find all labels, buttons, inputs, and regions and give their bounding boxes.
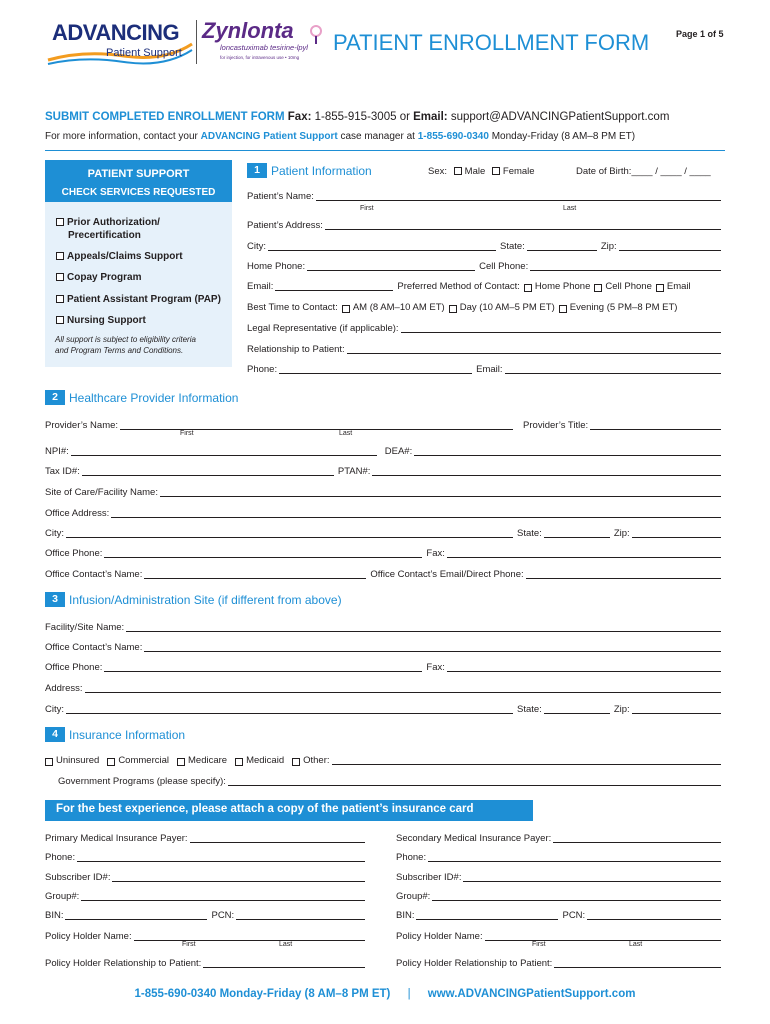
svc-label: Copay Program (67, 272, 142, 283)
info-hours: Monday-Friday (8 AM–8 PM ET) (491, 131, 636, 142)
checkbox[interactable] (45, 758, 53, 766)
checkbox[interactable] (524, 284, 532, 292)
checkbox[interactable] (559, 305, 567, 313)
label: Office Phone: (45, 548, 103, 559)
facility-row[interactable] (45, 622, 725, 633)
patient-address-row[interactable] (247, 220, 725, 231)
services-title: PATIENT SUPPORT (87, 168, 190, 180)
label: Day (10 AM–5 PM ET) (459, 302, 555, 313)
line[interactable] (372, 467, 721, 476)
sub-last: Last (279, 941, 293, 948)
sub-first: First (182, 941, 196, 948)
label: Provider’s Title: (523, 420, 589, 431)
label: Email: (247, 281, 274, 292)
male-checkbox[interactable] (454, 167, 462, 175)
svc-copay[interactable] (56, 272, 141, 283)
line[interactable] (463, 873, 721, 882)
label: Government Programs (please specify): (58, 776, 226, 787)
best-time-row[interactable] (247, 302, 725, 313)
label: Group#: (396, 891, 431, 902)
info-mid: case manager at (340, 131, 415, 142)
tax-row[interactable] (45, 466, 725, 477)
line[interactable] (401, 324, 721, 333)
label: Zip: (613, 704, 630, 715)
checkbox[interactable] (56, 316, 64, 324)
line[interactable] (485, 932, 721, 941)
legal-rep-row[interactable] (247, 323, 725, 334)
infusion-phone-row[interactable] (45, 662, 725, 673)
line[interactable] (65, 911, 207, 920)
infusion-city-row[interactable] (45, 704, 725, 715)
label: State: (517, 528, 542, 539)
primary-phone-row[interactable] (45, 852, 369, 863)
svc-label: Appeals/Claims Support (67, 251, 183, 262)
label: State: (517, 704, 542, 715)
patient-phone-row[interactable] (247, 261, 725, 272)
email-address[interactable]: support@ADVANCINGPatientSupport.com (450, 111, 670, 123)
line[interactable] (66, 529, 513, 538)
line[interactable] (428, 853, 721, 862)
section-number: 3 (45, 592, 65, 607)
secondary-holder-rel-row[interactable] (396, 958, 725, 969)
sub-last: Last (339, 430, 353, 437)
section-title: Insurance Information (69, 727, 186, 742)
footer-separator: | (407, 988, 411, 1000)
section-number: 4 (45, 727, 65, 742)
svc-label: Nursing Support (67, 315, 146, 326)
label: Fax: (426, 548, 445, 559)
insurance-section-header (45, 727, 185, 742)
label: BIN: (396, 910, 415, 921)
gov-programs-row[interactable] (58, 776, 725, 787)
or-text: or (399, 111, 410, 123)
checkbox[interactable] (594, 284, 602, 292)
svc-note-2: and Program Terms and Conditions. (55, 346, 184, 355)
secondary-subscriber-row[interactable] (396, 872, 725, 883)
label: Patient’s Address: (247, 220, 323, 231)
line[interactable] (554, 959, 721, 968)
patient-name-row[interactable] (247, 191, 725, 202)
label: PCN: (562, 910, 586, 921)
line[interactable] (632, 705, 721, 714)
info-line (45, 131, 635, 142)
label: AM (8 AM–10 AM ET) (352, 302, 445, 313)
line[interactable] (432, 892, 721, 901)
checkbox[interactable] (56, 273, 64, 281)
svc-nursing[interactable] (56, 315, 146, 326)
label: City: (247, 241, 266, 252)
email-label: Email: (413, 111, 448, 123)
label: Best Time to Contact: (247, 302, 338, 313)
submit-lead: SUBMIT COMPLETED ENROLLMENT FORM (45, 111, 285, 123)
secondary-payer-row[interactable] (396, 833, 725, 844)
line[interactable] (111, 509, 721, 518)
label: Site of Care/Facility Name: (45, 487, 158, 498)
label: Policy Holder Name: (396, 931, 483, 942)
line[interactable] (236, 911, 365, 920)
line[interactable] (553, 834, 721, 843)
label: Office Contact’s Name: (45, 569, 143, 580)
checkbox[interactable] (656, 284, 664, 292)
brand-main: ADVANCING (52, 20, 180, 45)
female-label: Female (502, 166, 535, 177)
line[interactable] (307, 262, 475, 271)
section-number: 2 (45, 390, 65, 405)
svc-label: Patient Assistant Program (PAP) (67, 294, 221, 305)
form-title: PATIENT ENROLLMENT FORM (333, 30, 650, 55)
checkbox[interactable] (56, 295, 64, 303)
footer-website[interactable]: www.ADVANCINGPatientSupport.com (427, 988, 636, 1000)
header-divider (196, 20, 197, 64)
primary-holder-row[interactable] (45, 931, 369, 942)
checkbox[interactable] (177, 758, 185, 766)
relationship-row[interactable] (247, 344, 725, 355)
product-note: for injection, for intravenous use • 10mg (220, 55, 300, 60)
insurance-type-row[interactable] (45, 755, 725, 766)
provider-city-row[interactable] (45, 528, 725, 539)
site-row[interactable] (45, 487, 725, 498)
line[interactable] (587, 911, 721, 920)
label: Relationship to Patient: (247, 344, 345, 355)
section-number: 1 (247, 163, 267, 178)
line[interactable] (120, 421, 513, 430)
page-number: Page 1 of 5 (676, 29, 724, 39)
label: Cell Phone: (479, 261, 529, 272)
label: Phone: (45, 852, 76, 863)
svc-pap[interactable] (56, 294, 221, 305)
zynlonta-logo (202, 18, 327, 68)
label: Address: (45, 683, 83, 694)
line[interactable] (416, 911, 558, 920)
line[interactable] (126, 623, 721, 632)
line[interactable] (447, 663, 721, 672)
product-generic: loncastuximab tesirine-lpyl (220, 43, 308, 52)
sub-first: First (180, 430, 194, 437)
primary-subscriber-row[interactable] (45, 872, 369, 883)
checkbox[interactable] (449, 305, 457, 313)
label: Patient’s Name: (247, 191, 314, 202)
label: Group#: (45, 891, 80, 902)
footer (0, 988, 770, 1000)
checkbox[interactable] (342, 305, 350, 313)
label: DEA#: (384, 446, 413, 457)
label: PTAN#: (337, 466, 371, 477)
line[interactable] (332, 756, 721, 765)
line[interactable] (268, 242, 496, 251)
line[interactable] (144, 570, 366, 579)
label: Zip: (600, 241, 617, 252)
secondary-bin-row[interactable] (396, 910, 725, 921)
sub-first: First (360, 205, 374, 212)
label: Phone: (396, 852, 427, 863)
label: Policy Holder Name: (45, 931, 132, 942)
line[interactable] (544, 529, 610, 538)
label: Office Contact’s Email/Direct Phone: (370, 569, 524, 580)
svc-label: Prior Authorization/ (67, 217, 160, 228)
secondary-holder-row[interactable] (396, 931, 725, 942)
male-label: Male (464, 166, 486, 177)
checkbox[interactable] (56, 252, 64, 260)
line[interactable] (347, 345, 721, 354)
label: City: (45, 528, 64, 539)
sub-last: Last (629, 941, 643, 948)
submit-line (45, 111, 669, 123)
label: NPI#: (45, 446, 69, 457)
line[interactable] (144, 643, 721, 652)
info-phone: 1-855-690-0340 (417, 131, 489, 142)
brand-sub: Patient Support (106, 47, 182, 59)
dob-field[interactable]: Date of Birth:____ / ____ / ____ (576, 166, 711, 177)
line[interactable] (112, 873, 365, 882)
line[interactable] (228, 777, 721, 786)
label: Secondary Medical Insurance Payer: (396, 833, 552, 844)
label: State: (500, 241, 525, 252)
label: Policy Holder Relationship to Patient: (45, 958, 202, 969)
section-title: Infusion/Administration Site (if different from above) (69, 592, 342, 607)
sub-last: Last (563, 205, 577, 212)
label: Policy Holder Relationship to Patient: (396, 958, 553, 969)
office-contact-row[interactable] (45, 569, 725, 580)
line[interactable] (71, 447, 377, 456)
line[interactable] (104, 549, 422, 558)
line[interactable] (505, 365, 721, 374)
infusion-section-header (45, 592, 342, 607)
svc-precert: Precertification (68, 230, 141, 241)
insurance-card-banner (45, 800, 533, 821)
checkbox[interactable] (107, 758, 115, 766)
infusion-address-row[interactable] (45, 683, 725, 694)
sex-label: Sex: (428, 166, 448, 177)
label: Provider’s Name: (45, 420, 119, 431)
section-title: Patient Information (271, 163, 372, 178)
label: Office Phone: (45, 662, 103, 673)
label: BIN: (45, 910, 64, 921)
secondary-phone-row[interactable] (396, 852, 725, 863)
office-address-row[interactable] (45, 508, 725, 519)
svc-appeals[interactable] (56, 251, 183, 262)
npi-row[interactable] (45, 446, 725, 457)
sex-field (428, 166, 535, 177)
product-name: Zynlonta (202, 18, 294, 43)
line[interactable] (203, 959, 365, 968)
label: Medicaid (246, 755, 285, 766)
line[interactable] (414, 447, 721, 456)
label: Subscriber ID#: (396, 872, 462, 883)
label: Preferred Method of Contact: (397, 281, 520, 292)
provider-section-header (45, 390, 238, 405)
line[interactable] (77, 853, 365, 862)
label: Tax ID#: (45, 466, 80, 477)
label: PCN: (211, 910, 235, 921)
line[interactable] (134, 932, 365, 941)
label: City: (45, 704, 64, 715)
label: Evening (5 PM–8 PM ET) (569, 302, 678, 313)
label: Home Phone: (247, 261, 306, 272)
checkbox[interactable] (292, 758, 300, 766)
secondary-group-row[interactable] (396, 891, 725, 902)
line[interactable] (530, 262, 721, 271)
line[interactable] (526, 570, 721, 579)
line[interactable] (619, 242, 721, 251)
label: Facility/Site Name: (45, 622, 125, 633)
label: Cell Phone (605, 281, 652, 292)
label: Medicare (188, 755, 228, 766)
line[interactable] (190, 834, 365, 843)
label: Home Phone (534, 281, 591, 292)
rep-phone-row[interactable] (247, 364, 725, 375)
line[interactable] (275, 282, 393, 291)
patient-city-row[interactable] (247, 241, 725, 252)
infusion-contact-row[interactable] (45, 642, 725, 653)
patient-section-header (247, 163, 372, 178)
svc-prior-auth[interactable] (56, 217, 160, 228)
line[interactable] (85, 684, 722, 693)
label: Primary Medical Insurance Payer: (45, 833, 188, 844)
line[interactable] (527, 242, 597, 251)
footer-phone: 1-855-690-0340 Monday-Friday (8 AM–8 PM ET) (134, 988, 391, 1000)
line[interactable] (81, 892, 365, 901)
info-brand: ADVANCING Patient Support (200, 131, 338, 142)
info-pre: For more information, contact your (45, 131, 198, 142)
line[interactable] (279, 365, 472, 374)
label: Uninsured (56, 755, 100, 766)
label: Commercial (118, 755, 169, 766)
label: Zip: (613, 528, 630, 539)
top-divider (45, 150, 725, 151)
advancing-logo (44, 20, 194, 70)
label: Email: (476, 364, 503, 375)
label: Legal Representative (if applicable): (247, 323, 399, 334)
primary-payer-row[interactable] (45, 833, 369, 844)
label: Fax: (426, 662, 445, 673)
patient-name-line[interactable] (316, 192, 721, 201)
line[interactable] (160, 488, 721, 497)
line[interactable] (325, 221, 721, 230)
sub-first: First (532, 941, 546, 948)
svc-note-1: All support is subject to eligibility criteria (55, 335, 196, 344)
product-symbol-icon (308, 22, 324, 44)
line[interactable] (447, 549, 721, 558)
label: Email (666, 281, 691, 292)
line[interactable] (66, 705, 513, 714)
banner-text: For the best experience, please attach a copy of the patient’s insurance card (56, 803, 474, 815)
provider-name-row[interactable] (45, 420, 725, 431)
fax-number: 1-855-915-3005 (314, 111, 397, 123)
line[interactable] (82, 467, 334, 476)
label: Office Contact’s Name: (45, 642, 143, 653)
checkbox[interactable] (235, 758, 243, 766)
female-checkbox[interactable] (492, 167, 500, 175)
line[interactable] (544, 705, 610, 714)
label: Other: (303, 755, 330, 766)
section-title: Healthcare Provider Information (69, 390, 239, 405)
office-phone-row[interactable] (45, 548, 725, 559)
label: Phone: (247, 364, 278, 375)
line[interactable] (104, 663, 422, 672)
fax-label: Fax: (287, 111, 312, 123)
primary-bin-row[interactable] (45, 910, 369, 921)
primary-holder-rel-row[interactable] (45, 958, 369, 969)
checkbox[interactable] (56, 218, 64, 226)
label: Subscriber ID#: (45, 872, 111, 883)
label: Office Address: (45, 508, 110, 519)
line[interactable] (632, 529, 721, 538)
primary-group-row[interactable] (45, 891, 369, 902)
line[interactable] (590, 421, 721, 430)
patient-email-row[interactable] (247, 281, 725, 292)
services-subtitle: CHECK SERVICES REQUESTED (61, 187, 216, 198)
